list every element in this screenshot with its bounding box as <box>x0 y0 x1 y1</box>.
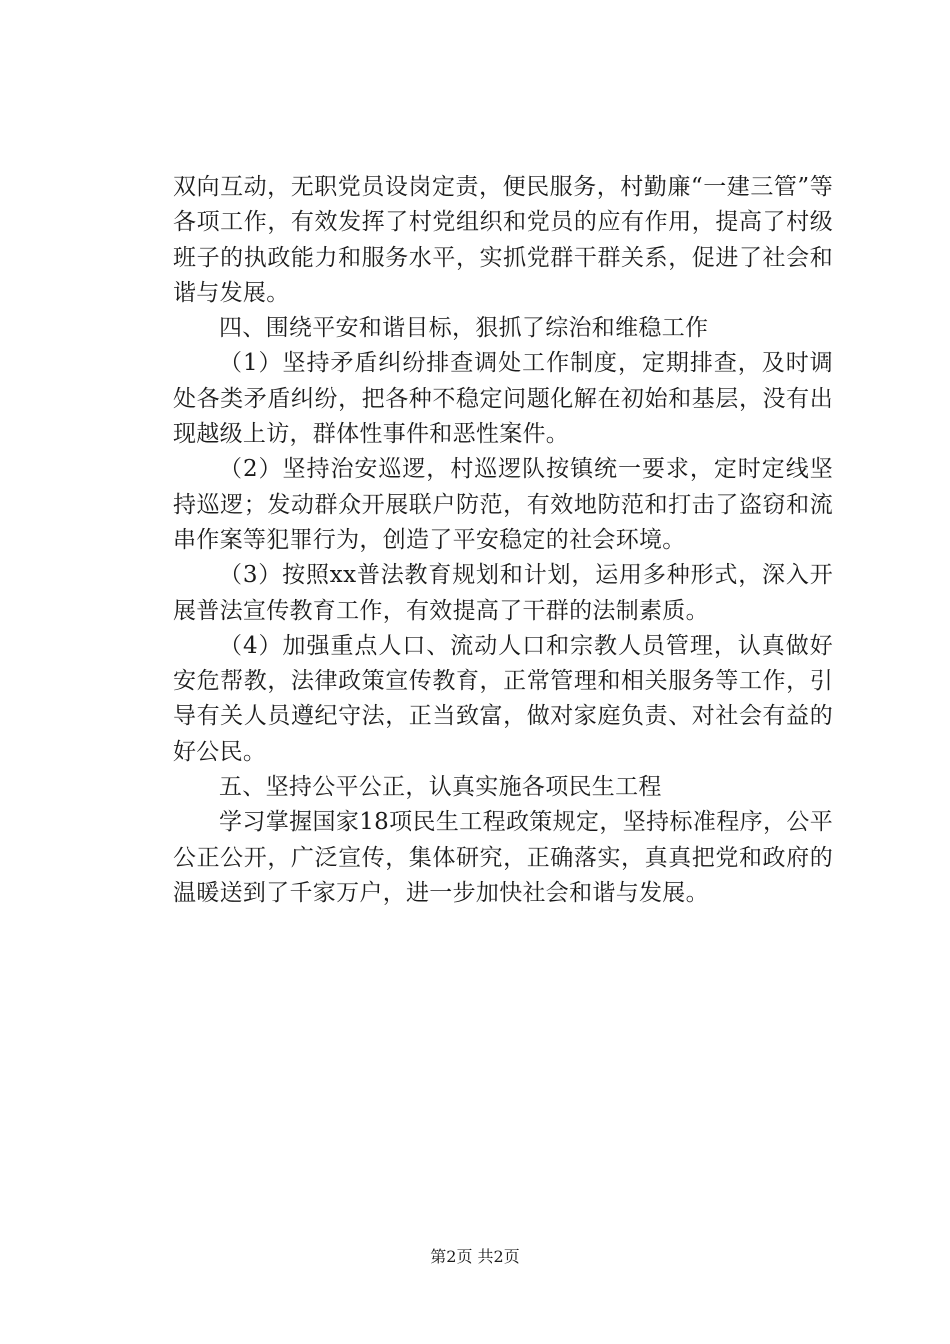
paragraph-livelihood: 学习掌握国家18项民生工程政策规定，坚持标准程序，公平公正公开，广泛宣传，集体研究，正确落实，真真把党和政府的温暖送到了千家万户，进一步加快社会和谐与发展。 <box>173 809 833 906</box>
paragraph-item-4: （4）加强重点人口、流动人口和宗教人员管理，认真做好安危帮教，法律政策宣传教育，正常管理和相关服务等工作，引导有关人员遵纪守法，正当致富，做对家庭负责、对社会有益的好公民。 <box>173 632 833 765</box>
paragraph-item-2: （2）坚持治安巡逻，村巡逻队按镇统一要求，定时定线坚持巡逻；发动群众开展联户防范，有效地防范和打击了盗窃和流串作案等犯罪行为，创造了平安稳定的社会环境。 <box>173 456 833 553</box>
paragraph-continuation: 双向互动，无职党员设岗定责，便民服务，村勤廉“一建三管”等各项工作，有效发挥了村党组织和党员的应有作用，提高了村级班子的执政能力和服务水平，实抓党群干群关系，促进了社会和谐与发展。 <box>173 174 833 306</box>
paragraph-item-3: （3）按照xx普法教育规划和计划，运用多种形式，深入开展普法宣传教育工作，有效提高了干群的法制素质。 <box>173 562 833 624</box>
section-heading-five: 五、坚持公平公正，认真实施各项民生工程 <box>219 774 662 801</box>
paragraph-item-1: （1）坚持矛盾纠纷排查调处工作制度，定期排查，及时调处各类矛盾纠纷，把各种不稳定问题化解在初始和基层，没有出现越级上访，群体性事件和恶性案件。 <box>173 350 833 448</box>
section-heading-four: 四、围绕平安和谐目标，狠抓了综治和维稳工作 <box>219 315 709 342</box>
document-body <box>173 170 833 911</box>
page-number-footer: 第2页 共2页 <box>430 1247 520 1266</box>
